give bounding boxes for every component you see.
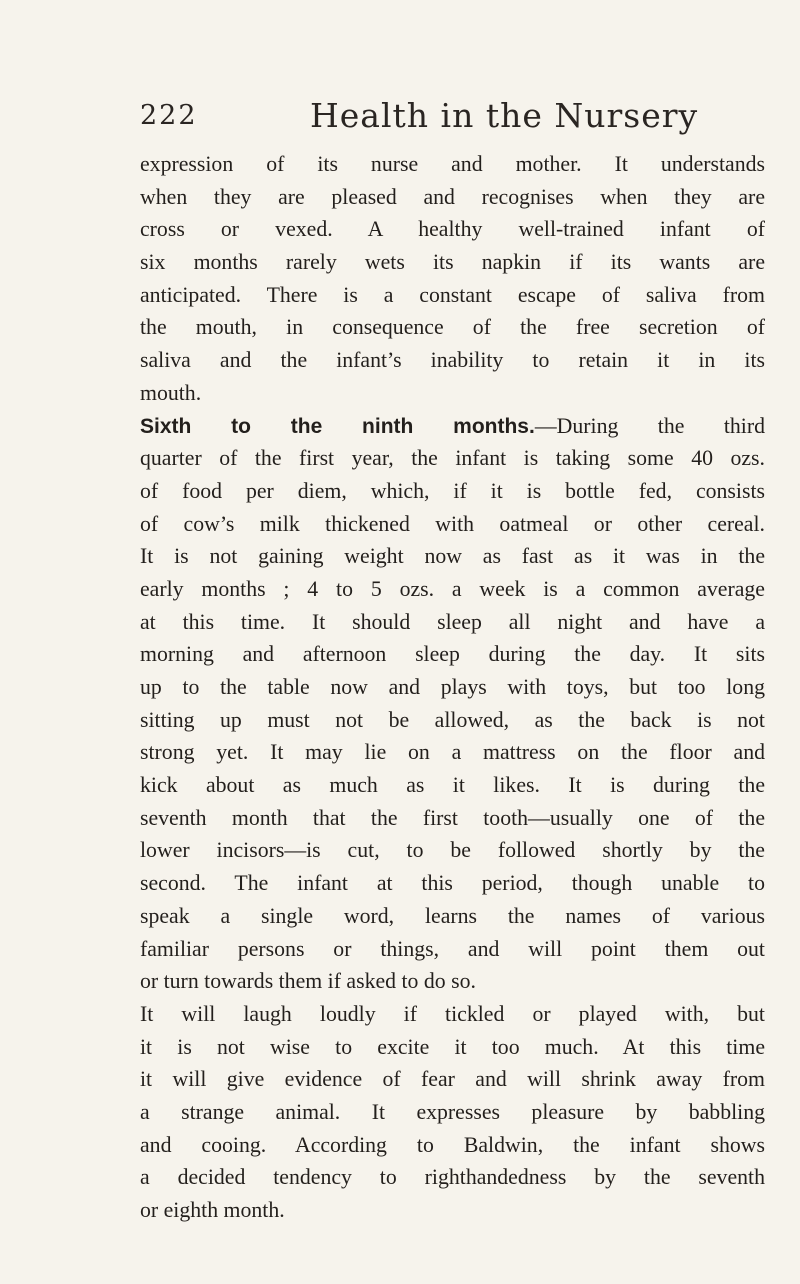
text-line: the mouth, in consequence of the free secretion of [140, 315, 765, 340]
text-line: early months ; 4 to 5 ozs. a week is a common average [140, 576, 765, 601]
text-line: it is not wise to excite it too much. At this time [140, 1034, 765, 1059]
text-line: sitting up must not be allowed, as the back is not [140, 707, 765, 732]
text-line-rest: —During the third [534, 413, 765, 438]
text-line: kick about as much as it likes. It is during the [140, 773, 765, 798]
page-header [140, 96, 760, 140]
text-line: familiar persons or things, and will point them out [140, 936, 765, 961]
text-line: seventh month that the first tooth—usually one of the [140, 805, 765, 830]
section-heading: Sixth to the ninth months. [140, 414, 535, 438]
text-line: of cow’s milk thickened with oatmeal or other cereal. [140, 511, 765, 536]
text-line: second. The infant at this period, though unable to [140, 871, 765, 896]
text-line: or turn towards them if asked to do so. [140, 969, 476, 994]
text-line: a decided tendency to righthandedness by the seventh [140, 1165, 765, 1190]
text-line: or eighth month. [140, 1198, 285, 1222]
text-line: saliva and the infant’s inability to retain it in its [140, 348, 765, 373]
text-line: when they are pleased and recognises when they are [140, 184, 765, 209]
text-line: strong yet. It may lie on a mattress on the floor and [140, 740, 765, 765]
text-line: it will give evidence of fear and will shrink away from [140, 1067, 765, 1092]
body-text [140, 148, 765, 1227]
text-line: a strange animal. It expresses pleasure by babbling [140, 1099, 765, 1124]
text-line: of food per diem, which, if it is bottle fed, consists [140, 478, 765, 503]
text-line: quarter of the first year, the infant is taking some 40 ozs. [140, 446, 765, 471]
text-line: mouth. [140, 380, 202, 405]
text-line: lower incisors—is cut, to be followed shortly by the [140, 838, 765, 863]
running-title: Health in the Nursery [310, 96, 699, 135]
text-line: It is not gaining weight now as fast as it was in the [140, 544, 765, 569]
text-line: expression of its nurse and mother. It understands [140, 152, 765, 176]
text-line: six months rarely wets its napkin if its wants are [140, 250, 765, 275]
page-number: 222 [140, 100, 198, 131]
text-line-with-heading [140, 410, 765, 443]
text-line: up to the table now and plays with toys, but too long [140, 675, 765, 699]
text-line: anticipated. There is a constant escape of saliva from [140, 282, 765, 307]
text-line: cross or vexed. A healthy well-trained infant of [140, 217, 765, 242]
text-line: It will laugh loudly if tickled or played with, but [140, 1001, 765, 1026]
text-line: at this time. It should sleep all night and have a [140, 609, 765, 634]
text-line: speak a single word, learns the names of various [140, 903, 765, 928]
text-line: and cooing. According to Baldwin, the infant shows [140, 1132, 765, 1157]
text-line: morning and afternoon sleep during the day. It sits [140, 642, 765, 667]
